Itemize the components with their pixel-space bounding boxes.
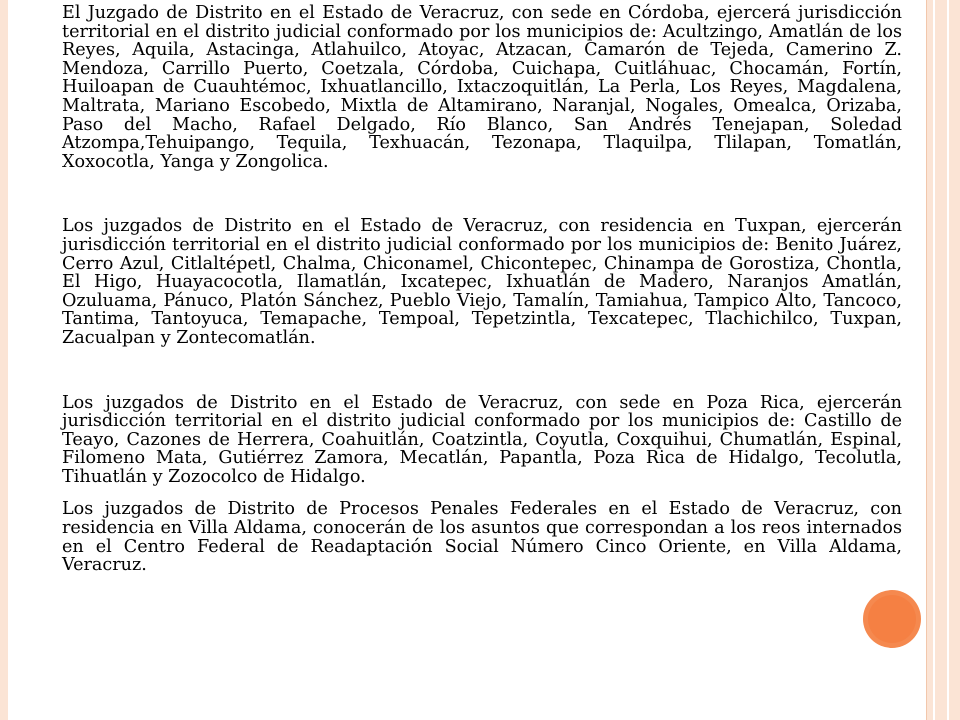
decorative-circle-inner: [868, 595, 916, 643]
paragraph-tuxpan: Los juzgados de Distrito en el Estado de Veracruz, con residencia en Tuxpan, ejercerán jurisdicción territorial en el distrito judicial conformado por los municipios de: Benito Juárez, Cerro Azul, Citlaltépetl, Chalma, Chiconamel, Chicontepec, Chinampa de Gorostiza, Chontla, El Higo, Huayacocotla, Ilamatlán, Ixcatepec, Ixhuatlán de Madero, Naranjos Amatlán, Ozuluama, Pánuco, Platón Sánchez, Pueblo Viejo, Tamalín, Tamiahua, Tampico Alto, Tancoco, Tantima, Tantoyuca, Temapache, Tempoal, Tepetzintla, Texcatepec, Tlachichilco, Tuxpan, Zacualpan y Zontecomatlán.: [62, 216, 902, 348]
left-decorative-band: [0, 0, 8, 720]
paragraph-villa-aldama: Los juzgados de Distrito de Procesos Penales Federales en el Estado de Veracruz, con residencia en Villa Aldama, conocerán de los asuntos que correspondan a los reos internados en el Centro Federal de Readaptación Social Número Cinco Oriente, en Villa Aldama, Veracruz.: [62, 499, 902, 576]
band-stripe: [947, 0, 949, 720]
right-decorative-band: [926, 0, 960, 720]
slide-body: [62, 4, 902, 575]
paragraph-poza-rica: Los juzgados de Distrito en el Estado de Veracruz, con sede en Poza Rica, ejercerán jurisdicción territorial en el distrito judicial conformado por los municipios de: Castillo de Teayo, Cazones de Herrera, Coahuitlán, Coatzintla, Coyutla, Coxquihui, Chumatlán, Espinal, Filomeno Mata, Gutiérrez Zamora, Mecatlán, Papantla, Poza Rica de Hidalgo, Tecolutla, Tihuatlán y Zozocolco de Hidalgo.: [62, 392, 902, 487]
band-stripe: [933, 0, 935, 720]
paragraph-cordoba: El Juzgado de Distrito en el Estado de Veracruz, con sede en Córdoba, ejercerá jurisdicción territorial en el distrito judicial conformado por los municipios de: Acultzingo, Amatlán de los Reyes, Aquila, Astacinga, Atlahuilco, Atoyac, Atzacan, Camarón de Tejeda, Camerino Z. Mendoza, Carrillo Puerto, Coetzala, Córdoba, Cuichapa, Cuitláhuac, Chocamán, Fortín, Huiloapan de Cuauhtémoc, Ixhuatlancillo, Ixtaczoquitlán, La Perla, Los Reyes, Magdalena, Maltrata, Mariano Escobedo, Mixtla de Altamirano, Naranjal, Nogales, Omealca, Orizaba, Paso del Macho, Rafael Delgado, Río Blanco, San Andrés Tenejapan, Soledad Atzompa,Tehuipango, Tequila, Texhuacán, Tezonapa, Tlaquilpa, Tlilapan, Tomatlán, Xoxocotla, Yanga y Zongolica.: [62, 3, 902, 172]
